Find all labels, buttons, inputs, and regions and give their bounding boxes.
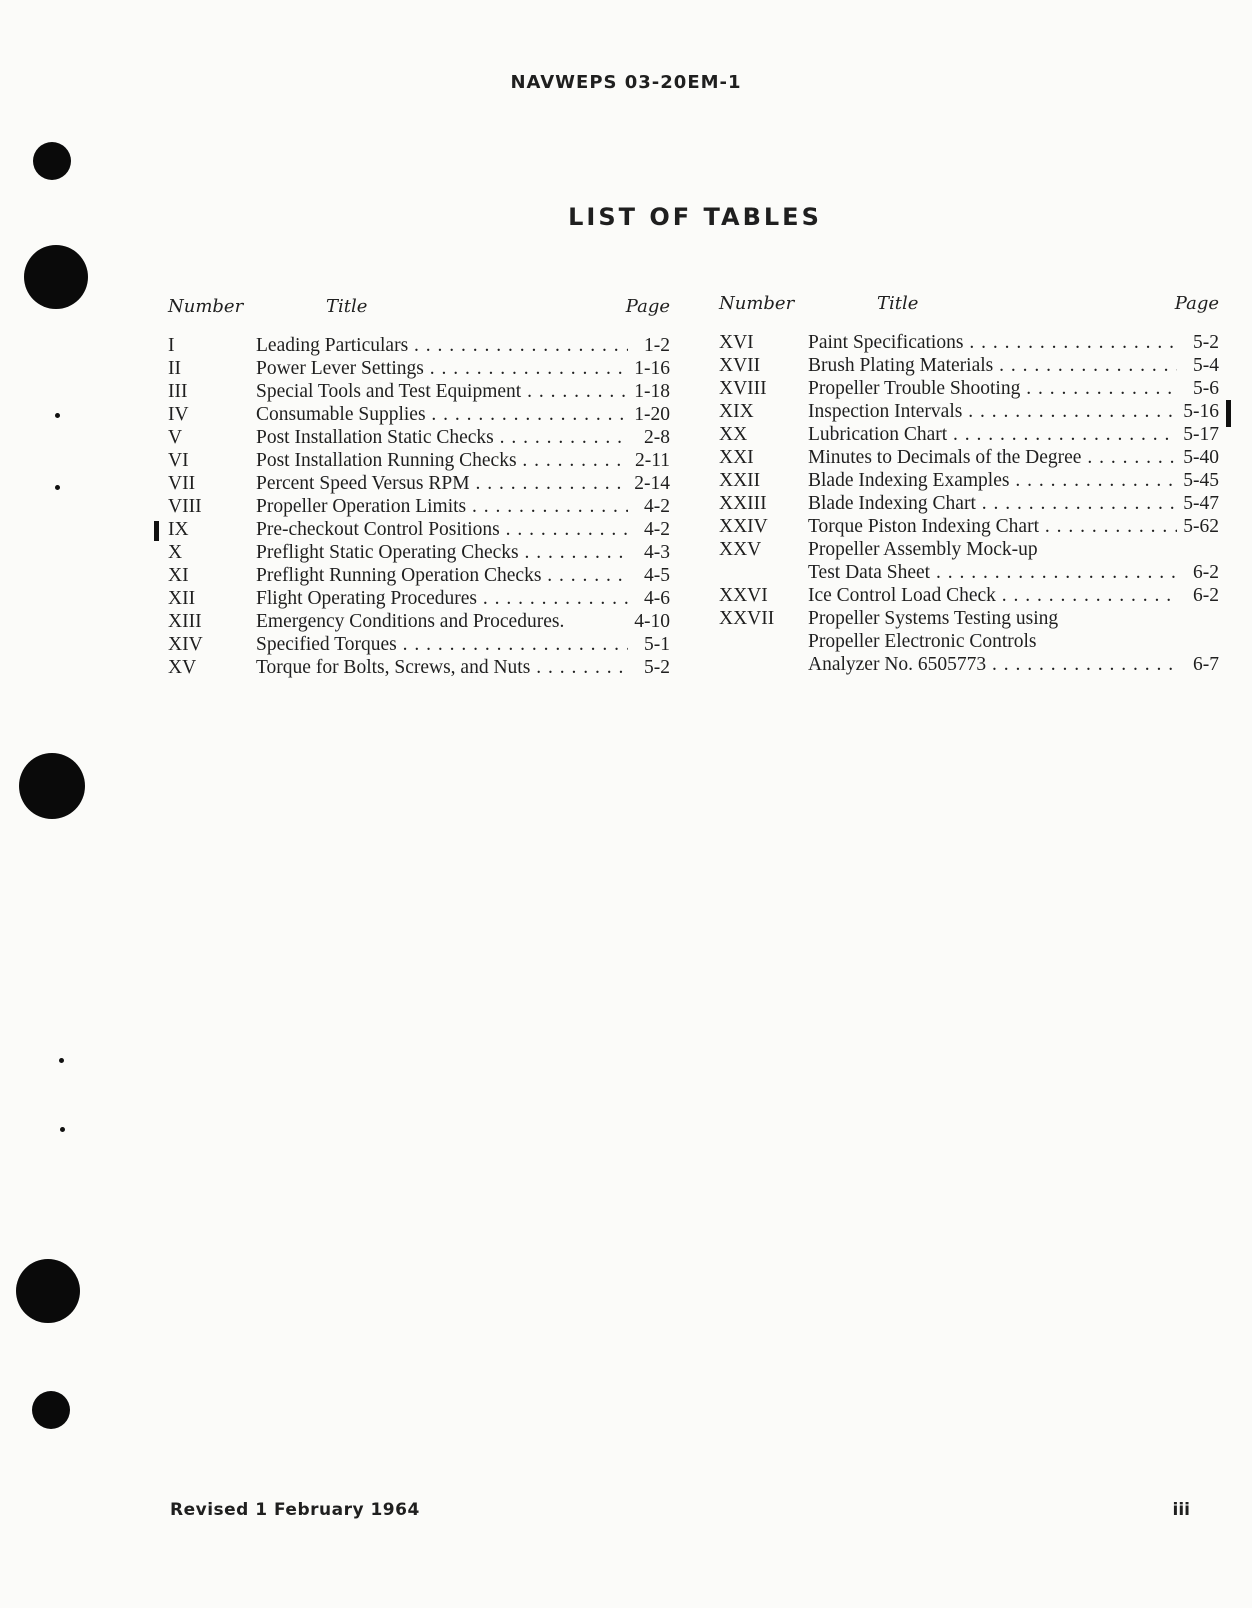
table-entry <box>719 447 1219 470</box>
table-page: 6-2 <box>1193 562 1219 583</box>
table-number: XXV <box>719 539 762 560</box>
table-entry <box>719 493 1219 516</box>
table-page: 5-45 <box>1183 470 1219 491</box>
table-entry <box>168 611 670 634</box>
table-title: Post Installation Running Checks . . . <box>256 450 628 472</box>
table-number: XIII <box>168 611 202 632</box>
table-number: XXVI <box>719 585 768 606</box>
binder-hole <box>16 1259 80 1323</box>
table-number: XXII <box>719 470 761 491</box>
table-title: Brush Plating Materials . . . <box>808 355 1177 377</box>
table-page: 6-7 <box>1193 654 1219 675</box>
table-entry <box>168 404 670 427</box>
table-entry <box>719 470 1219 493</box>
number-header: Number <box>719 293 795 314</box>
table-entry <box>168 565 670 588</box>
column-headers <box>719 293 1219 323</box>
tables-list-left <box>168 296 670 680</box>
table-number: X <box>168 542 183 563</box>
table-entry <box>719 562 1219 585</box>
table-number: XVI <box>719 332 754 353</box>
table-title: Torque Piston Indexing Chart . . . <box>808 516 1177 538</box>
table-title: Flight Operating Procedures . . . <box>256 588 628 610</box>
table-title: Propeller Operation Limits . . . <box>256 496 628 518</box>
table-title: Preflight Running Operation Checks . . . <box>256 565 628 587</box>
binder-hole <box>24 245 88 309</box>
table-number: XIV <box>168 634 203 655</box>
table-entry <box>719 539 1219 562</box>
table-entry <box>168 381 670 404</box>
table-page: 4-6 <box>644 588 670 609</box>
table-number: XXI <box>719 447 754 468</box>
table-number: VI <box>168 450 189 471</box>
table-number: XXVII <box>719 608 775 629</box>
table-title: Minutes to Decimals of the Degree . . . <box>808 447 1177 469</box>
table-page: 1-20 <box>634 404 670 425</box>
binder-hole <box>32 1391 70 1429</box>
table-title: Leading Particulars . . . <box>256 335 628 357</box>
change-bar <box>154 521 159 541</box>
page-header: Page <box>1174 293 1219 314</box>
table-title: Propeller Assembly Mock-up <box>808 539 1038 560</box>
table-title: Blade Indexing Chart . . . <box>808 493 1177 515</box>
table-title: Propeller Trouble Shooting . . . <box>808 378 1177 400</box>
table-page: 5-17 <box>1183 424 1219 445</box>
table-number: XXIV <box>719 516 768 537</box>
table-entry <box>719 401 1219 424</box>
table-entry <box>168 542 670 565</box>
table-number: VIII <box>168 496 202 517</box>
table-page: 4-5 <box>644 565 670 586</box>
table-title: Power Lever Settings . . . <box>256 358 628 380</box>
table-page: 5-16 <box>1183 401 1219 422</box>
revision-date: Revised 1 February 1964 <box>170 1500 420 1520</box>
table-number: XV <box>168 657 197 678</box>
table-entry <box>168 588 670 611</box>
table-number: XVII <box>719 355 761 376</box>
table-page: 1-16 <box>634 358 670 379</box>
table-page: 5-4 <box>1193 355 1219 376</box>
table-entry <box>719 378 1219 401</box>
entries <box>719 332 1219 677</box>
table-title: Pre-checkout Control Positions . . . <box>256 519 628 541</box>
title-header: Title <box>326 296 368 317</box>
table-entry <box>719 355 1219 378</box>
document-number: NAVWEPS 03-20EM-1 <box>510 72 742 93</box>
stray-dot <box>60 1127 65 1132</box>
title-header: Title <box>877 293 919 314</box>
table-title: Consumable Supplies . . . <box>256 404 628 426</box>
table-entry <box>168 335 670 358</box>
table-page: 5-40 <box>1183 447 1219 468</box>
table-entry <box>168 358 670 381</box>
table-title: Special Tools and Test Equipment . . . <box>256 381 628 403</box>
entries <box>168 335 670 680</box>
page-number: iii <box>1172 1500 1190 1520</box>
table-number: III <box>168 381 188 402</box>
binder-hole <box>33 142 71 180</box>
table-entry <box>168 450 670 473</box>
table-number: IX <box>168 519 189 540</box>
table-page: 4-2 <box>644 519 670 540</box>
table-number: XIX <box>719 401 754 422</box>
table-title: Lubrication Chart . . . <box>808 424 1177 446</box>
table-number: XII <box>168 588 196 609</box>
table-page: 5-6 <box>1193 378 1219 399</box>
table-title: Percent Speed Versus RPM . . . <box>256 473 628 495</box>
page-header: Page <box>625 296 670 317</box>
table-title: Inspection Intervals . . . <box>808 401 1177 423</box>
table-page: 4-10 <box>634 611 670 632</box>
binder-hole <box>19 753 85 819</box>
table-number: I <box>168 335 175 356</box>
table-number: VII <box>168 473 196 494</box>
table-entry <box>168 427 670 450</box>
page-title: LIST OF TABLES <box>568 203 822 231</box>
table-title: Preflight Static Operating Checks . . . <box>256 542 628 564</box>
table-page: 5-2 <box>1193 332 1219 353</box>
table-entry <box>719 631 1219 654</box>
table-entry <box>168 519 670 542</box>
table-number: IV <box>168 404 189 425</box>
table-page: 4-3 <box>644 542 670 563</box>
table-number: V <box>168 427 183 448</box>
table-entry <box>719 332 1219 355</box>
table-title: Blade Indexing Examples . . . <box>808 470 1177 492</box>
table-title: Torque for Bolts, Screws, and Nuts . . . <box>256 657 628 679</box>
table-page: 2-11 <box>634 450 670 471</box>
table-number: XXIII <box>719 493 767 514</box>
table-entry <box>719 424 1219 447</box>
tables-list-right <box>719 293 1219 677</box>
table-title: Paint Specifications . . . <box>808 332 1177 354</box>
table-title: Post Installation Static Checks . . . <box>256 427 628 449</box>
table-title: Test Data Sheet . . . <box>808 562 1177 584</box>
table-title: Specified Torques . . . <box>256 634 628 656</box>
table-page: 6-2 <box>1193 585 1219 606</box>
table-page: 5-47 <box>1183 493 1219 514</box>
number-header: Number <box>168 296 244 317</box>
table-title: Analyzer No. 6505773 . . . <box>808 654 1177 676</box>
table-page: 2-14 <box>634 473 670 494</box>
table-entry <box>168 496 670 519</box>
table-number: XVIII <box>719 378 767 399</box>
table-page: 2-8 <box>644 427 670 448</box>
stray-dot <box>59 1058 64 1063</box>
table-number: II <box>168 358 181 379</box>
table-page: 5-2 <box>644 657 670 678</box>
stray-dot <box>55 485 60 490</box>
table-entry <box>168 657 670 680</box>
table-title: Propeller Electronic Controls <box>808 631 1037 652</box>
table-entry <box>719 516 1219 539</box>
change-bar <box>1226 400 1231 427</box>
table-page: 1-2 <box>644 335 670 356</box>
table-page: 5-62 <box>1183 516 1219 537</box>
column-headers <box>168 296 670 326</box>
table-title: Emergency Conditions and Procedures. <box>256 611 565 632</box>
table-page: 5-1 <box>644 634 670 655</box>
table-title: Ice Control Load Check . . . <box>808 585 1177 607</box>
stray-dot <box>55 413 60 418</box>
table-page: 4-2 <box>644 496 670 517</box>
table-entry <box>168 634 670 657</box>
table-entry <box>168 473 670 496</box>
table-page: 1-18 <box>634 381 670 402</box>
table-title: Propeller Systems Testing using <box>808 608 1059 629</box>
table-number: XI <box>168 565 189 586</box>
table-number: XX <box>719 424 748 445</box>
table-entry <box>719 585 1219 608</box>
table-entry <box>719 608 1219 631</box>
table-entry <box>719 654 1219 677</box>
